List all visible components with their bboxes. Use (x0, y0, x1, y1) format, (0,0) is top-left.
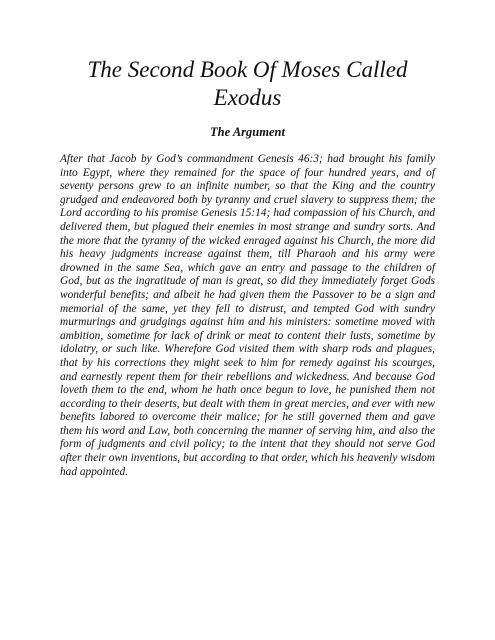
page-title-line-2: Exodus (213, 85, 282, 110)
page-title (60, 56, 435, 112)
argument-paragraph: After that Jacob by God’s commandment Genesis 46:3; had brought his family into Egypt, where they remained for the space of four hundred years, and of seventy persons grew to an infinite number, so that the King and the country grudged and endeavored both by tyranny and cruel slavery to suppress them; the Lord according to his promise Genesis 15:14; had compassion of his Church, and delivered them, but plagued their enemies in most strange and sundry sorts. And the more that the tyranny of the wicked enraged against his Church, the more did his heavy judgments increase against them, till Pharaoh and his army were drowned in the same Sea, which gave an entry and passage to the children of God, but as the ingratitude of man is great, so did they immediately forget Gods wonderful benefits; and albeit he had given them the Passover to be a sign and memorial of the same, yet they fell to distrust, and tempted God with sundry murmurings and grudgings against him and his ministers: sometime moved with ambition, sometime for lack of drink or meat to content their lusts, sometime by idolatry, or such like. Wherefore God visited them with sharp rods and plagues, that by his corrections they might seek to him for remedy against his scourges, and earnestly repent them for their rebellions and wickedness. And because God loveth them to the end, whom he hath once begun to love, he punished them not according to their deserts, but dealt with them in great mercies, and ever with new benefits labored to overcome their malice; for he still governed them and gave them his word and Law, both concerning the manner of serving him, and also the form of judgments and civil policy; to the intent that they should not serve God after their own inventions, but according to that order, which his heavenly wisdom had appointed. (60, 153, 435, 478)
section-subtitle: The Argument (210, 125, 285, 139)
page-title-line-1: The Second Book Of Moses Called (87, 57, 408, 82)
